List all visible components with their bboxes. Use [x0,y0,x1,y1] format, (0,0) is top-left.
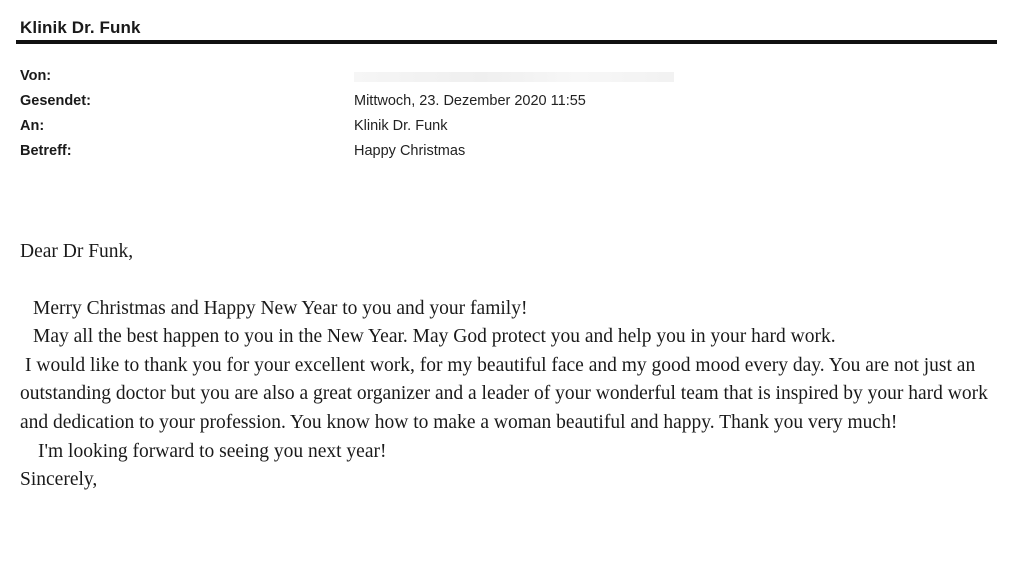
salutation: Dear Dr Funk, [20,241,134,262]
letter-body [20,238,995,495]
organization-title: Klinik Dr. Funk [20,18,141,37]
closing: Sincerely, [20,469,98,491]
subject-label: Betreff: [20,143,72,159]
to-value: Klinik Dr. Funk [354,118,448,134]
to-label: An: [20,118,45,134]
sent-value: Mittwoch, 23. Dezember 2020 11:55 [354,93,586,109]
sent-label: Gesendet: [20,93,91,109]
from-value-redacted [354,72,674,82]
paragraph-wishes: May all the best happen to you in the New Year. May God protect you and help you in your hard work. [33,326,836,348]
paragraph-greeting: Merry Christmas and Happy New Year to you and your family! [33,297,528,319]
subject-value: Happy Christmas [354,143,466,159]
paragraph-thanks: I would like to thank you for your excellent work, for my beautiful face and my good mood every day. You are not just an outstanding doctor but you are also a great organizer and a leader of your wonderful team that is inspired by your hard work and dedication to your profession. You know how to make a woman beautiful and happy. Thank you very much! [20,354,988,433]
from-label: Von: [20,68,52,84]
paragraph-looking-forward: I'm looking forward to seeing you next year! [38,440,387,462]
header-divider [16,40,997,44]
